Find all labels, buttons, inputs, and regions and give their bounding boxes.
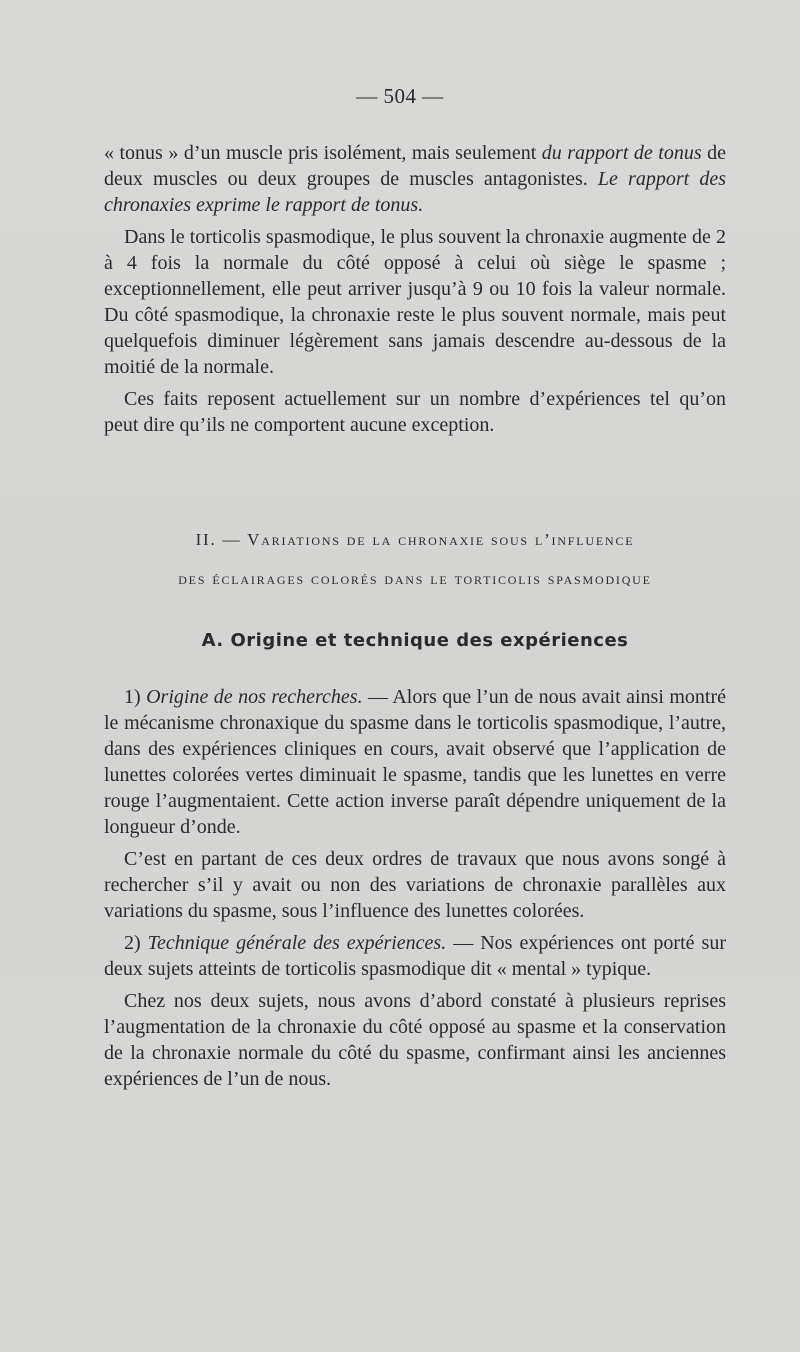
paragraph-tonus-part1: « tonus » d’un muscle pris isolément, mais seulement <box>104 142 542 164</box>
paragraph-faits: Ces faits reposent actuellement sur un nombre d’expériences tel qu’on peut dire qu’ils ne comportent aucune exception. <box>104 388 726 436</box>
paragraph-technique <box>104 930 726 982</box>
paragraph-technique-number: 2) <box>124 932 148 954</box>
text-block-top <box>104 140 726 444</box>
paragraph-travaux: C’est en partant de ces deux ordres de travaux que nous avons songé à rechercher s’il y avait ou non des variations de chronaxie parallèles aux variations du spasme, sous l’influence des lunettes colorées. <box>104 848 726 922</box>
paragraph-technique-title: Technique générale des expériences. <box>147 932 447 954</box>
paragraph-origine-number: 1) <box>124 686 147 708</box>
paragraph-torticolis: Dans le torticolis spasmodique, le plus souvent la chronaxie augmente de 2 à 4 fois la normale du côté opposé à celui où siège le spasme ; exceptionnellement, elle peut arriver jusqu’à 9 ou 10 fois la valeur normale. Du côté spasmodique, la chronaxie reste le plus souvent normale, mais peut quelquefois diminuer légèrement sans jamais descendre au-dessous de la moitié de la normale. <box>104 226 726 378</box>
paragraph-technique-text: — Nos expériences ont porté sur deux sujets atteints de torticolis spasmodique dit « mental » typique. <box>104 932 726 980</box>
paragraph-origine-title: Origine de nos recherches. <box>146 686 363 708</box>
section-heading-line1: II. — Variations de la chronaxie sous l’influence <box>195 530 635 549</box>
text-block-bottom <box>104 684 726 1098</box>
paragraph-origine <box>104 684 726 840</box>
paragraph-tonus-emphasis2: Le rapport des chronaxies exprime le rapport de tonus. <box>104 168 726 216</box>
paragraph-tonus-emphasis1: du rapport de tonus <box>541 142 702 164</box>
paragraph-tonus <box>104 140 726 218</box>
paragraph-tonus-part2: de deux muscles ou deux groupes de muscles antagonistes. <box>104 142 726 190</box>
paragraph-sujets: Chez nos deux sujets, nous avons d’abord constaté à plusieurs reprises l’augmentation de la chronaxie du côté opposé au spasme et la conservation de la chronaxie normale du côté du spasme, confirmant ainsi les anciennes expériences de l’un de nous. <box>104 990 726 1090</box>
paragraph-origine-text: — Alors que l’un de nous avait ainsi montré le mécanisme chronaxique du spasme dans le torticolis spasmodique, l’autre, dans des expériences cliniques en cours, avait observé que l’application de lunettes colorées vertes diminuait le spasme, tandis que les lunettes en verre rouge l’augmentaient. Cette action inverse paraît dépendre uniquement de la longueur d’onde. <box>104 686 726 838</box>
page-number: — 504 — <box>356 84 444 108</box>
section-heading-line2: des éclairages colorés dans le torticolis spasmodique <box>178 569 652 588</box>
subsection-heading: A. Origine et technique des expériences <box>201 630 629 651</box>
